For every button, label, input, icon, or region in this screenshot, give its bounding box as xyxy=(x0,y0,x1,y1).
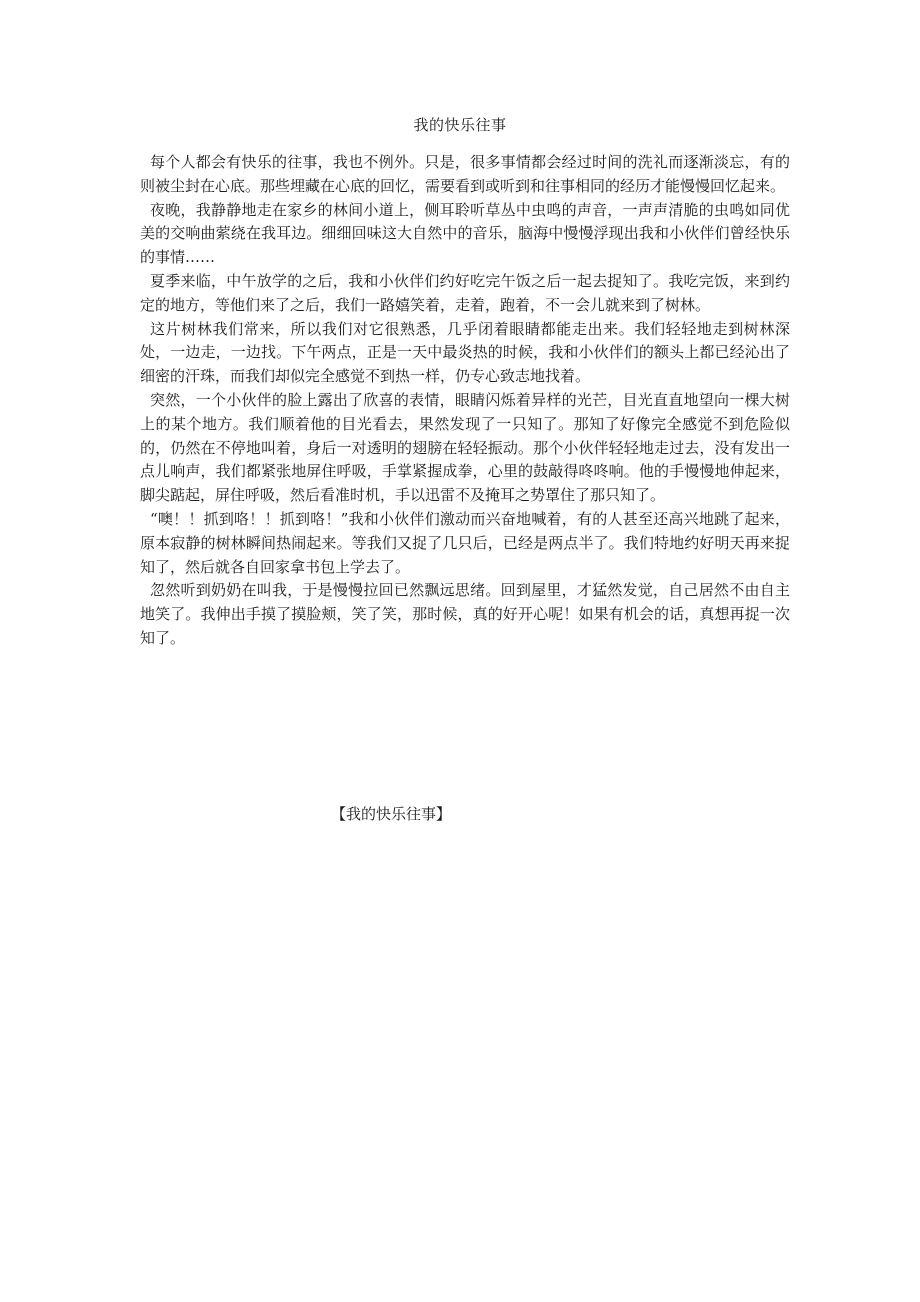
paragraph: 这片树林我们常来，所以我们对它很熟悉，几乎闭着眼睛都能走出来。我们轻轻地走到树林深处，一边走，一边找。下午两点，正是一天中最炎热的时候，我和小伙伴们的额头上都已经沁出了细密的汗珠，而我们却似完全感觉不到热一样，仍专心致志地找着。 xyxy=(140,319,790,386)
paragraph: 夜晚，我静静地走在家乡的林间小道上，侧耳聆听草丛中虫鸣的声音，一声声清脆的虫鸣如同优美的交响曲萦绕在我耳边。细细回味这大自然中的音乐，脑海中慢慢浮现出我和小伙伴们曾经快乐的事情…… xyxy=(140,200,790,267)
page-title: 我的快乐往事 xyxy=(413,116,507,134)
paragraph: 每个人都会有快乐的往事，我也不例外。只是，很多事情都会经过时间的洗礼而逐渐淡忘，有的则被尘封在心底。那些埋藏在心底的回忆，需要看到或听到和往事相同的经历才能慢慢回忆起来。 xyxy=(140,153,790,195)
footer-title: 【我的快乐往事】 xyxy=(331,805,452,823)
paragraph: 夏季来临，中午放学的之后，我和小伙伴们约好吃完午饭之后一起去捉知了。我吃完饭，来到约定的地方，等他们来了之后，我们一路嬉笑着，走着，跑着，不一会儿就来到了树林。 xyxy=(140,271,790,314)
essay-body xyxy=(140,151,790,651)
paragraph: “噢！！抓到咯！！抓到咯！”我和小伙伴们激动而兴奋地喊着，有的人甚至还高兴地跳了起来，原本寂静的树林瞬间热闹起来。等我们又捉了几只后，已经是两点半了。我们特地约好明天再来捉知了，然后就各自回家拿书包上学去了。 xyxy=(140,509,790,576)
paragraph: 忽然听到奶奶在叫我，于是慢慢拉回已然飘远思绪。回到屋里，才猛然发觉，自己居然不由自主地笑了。我伸出手摸了摸脸颊，笑了笑，那时候，真的好开心呢！如果有机会的话，真想再捉一次知了。 xyxy=(140,581,790,647)
paragraph: 突然，一个小伙伴的脸上露出了欣喜的表情，眼睛闪烁着异样的光芒，目光直直地望向一棵大树上的某个地方。我们顺着他的目光看去，果然发现了一只知了。那知了好像完全感觉不到危险似的，仍然在不停地叫着，身后一对透明的翅膀在轻轻振动。那个小伙伴轻轻地走过去，没有发出一点儿响声，我们都紧张地屏住呼吸，手掌紧握成拳，心里的鼓敲得咚咚响。他的手慢慢地伸起来，脚尖踮起，屏住呼吸，然后看准时机，手以迅雷不及掩耳之势罩住了那只知了。 xyxy=(140,390,790,505)
